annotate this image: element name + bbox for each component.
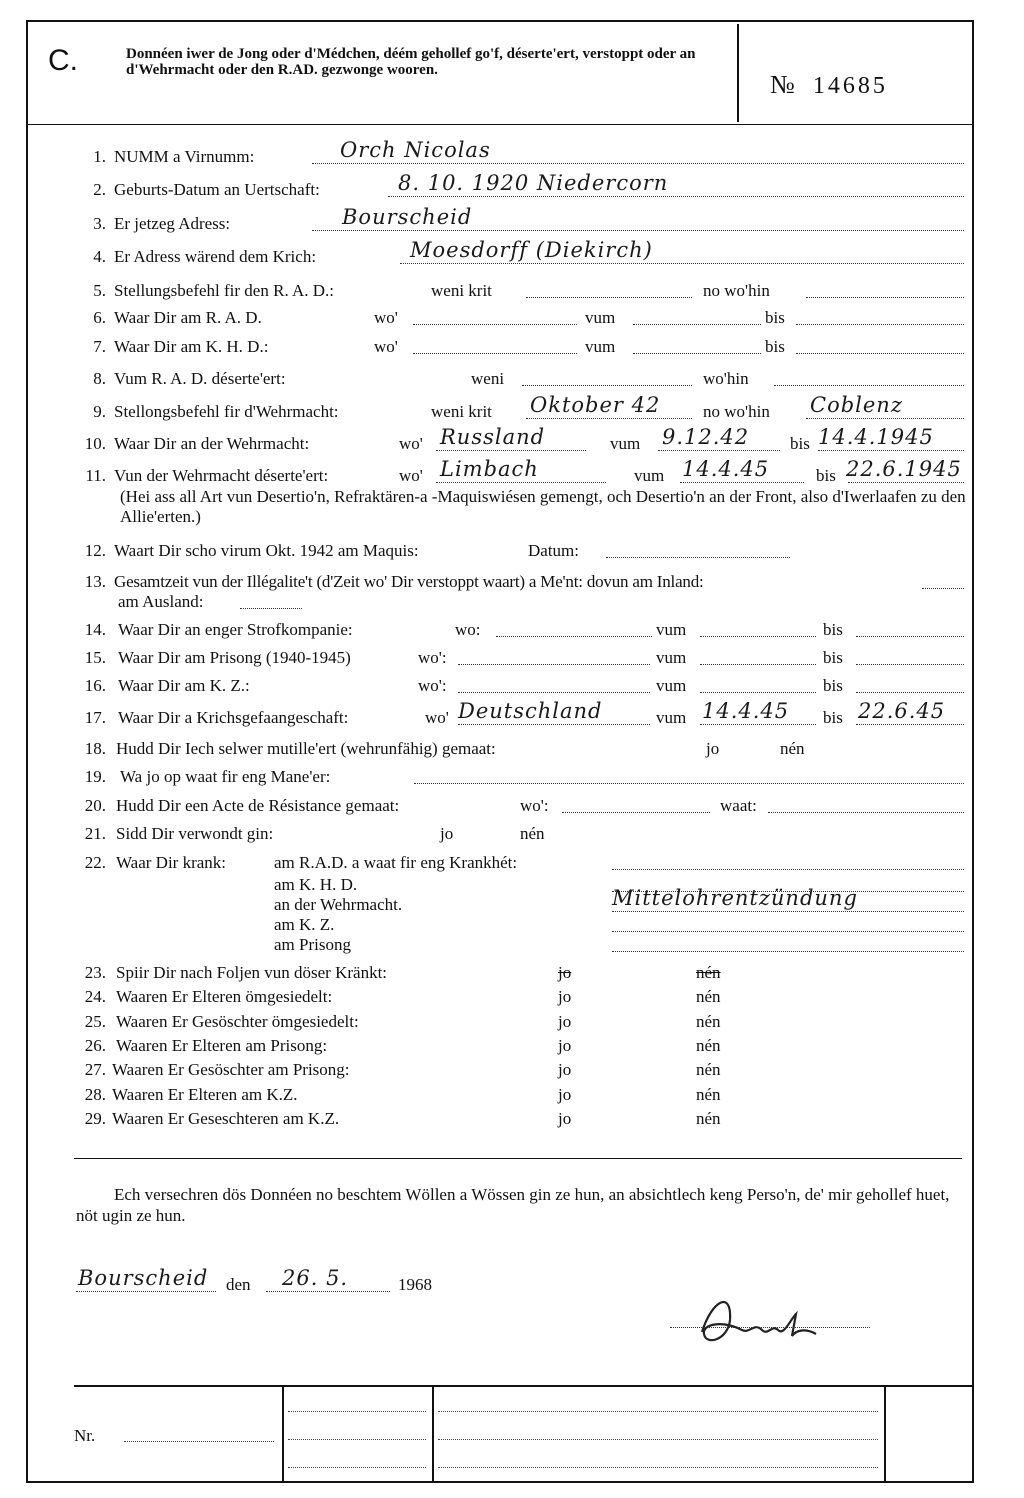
row-number: 4.: [93, 247, 106, 266]
form-row-23: [0, 963, 1024, 987]
row-label: Waar Dir am R. A. D.: [114, 308, 262, 327]
form-number: [770, 70, 888, 100]
jo-option[interactable]: jo: [558, 1085, 572, 1104]
row-label: Waart Dir scho virum Okt. 1942 am Maquis:: [114, 541, 419, 560]
bottom-table-divider-2: [432, 1387, 434, 1483]
form-row-7: [0, 337, 1024, 361]
bis-label: bis: [823, 676, 843, 695]
row-label: Stellongsbefehl fir d'Wehrmacht:: [114, 402, 339, 421]
sub-label-kz: am K. Z.: [274, 915, 335, 934]
declaration-text: Ech versechren dös Donnéen no beschtem Wöllen a Wössen gin ze hun, an absichtlech keng Perso'n, de' mir gehollef huet, nöt ugin ze hun.: [76, 1185, 950, 1225]
row-number: 2.: [93, 180, 106, 199]
form-row-21: [0, 824, 1024, 848]
row-label: Waar Dir am K. H. D.:: [114, 337, 269, 356]
row-number: 12.: [84, 541, 106, 560]
nen-option[interactable]: nén: [696, 987, 721, 1006]
wo-label: wo': [399, 434, 423, 453]
row-number: 6.: [93, 308, 106, 327]
wo-label: wo': [374, 337, 398, 356]
bottom-table-divider-1: [282, 1387, 284, 1483]
form-row-12: [0, 541, 1024, 565]
nen-option[interactable]: nén: [696, 1109, 721, 1128]
form-row-22-prisong: [0, 935, 1024, 959]
bis-label: bis: [765, 308, 785, 327]
form-row-28: [0, 1085, 1024, 1109]
form-row-10: [0, 425, 1024, 458]
form-row-5: [0, 281, 1024, 305]
bis-value: 22.6.45: [858, 699, 946, 723]
header-rule: [26, 124, 974, 125]
waat-line[interactable]: [768, 796, 964, 813]
form-row-4: [0, 238, 1024, 271]
row-label: Vum R. A. D. déserte'ert:: [114, 369, 286, 388]
wo-value: Russland: [440, 425, 546, 449]
date-value: 26. 5.: [282, 1266, 349, 1290]
birth-value: 8. 10. 1920 Niedercorn: [398, 171, 669, 195]
wo-label: wo:: [455, 620, 481, 639]
bis-line[interactable]: [796, 337, 964, 354]
form-row-17: [0, 699, 1024, 732]
row-number: 17.: [84, 708, 106, 727]
row-label: Waar Dir an der Wehrmacht:: [114, 434, 310, 453]
ausland-label: am Ausland:: [118, 592, 204, 611]
row-label: Hudd Dir Iech selwer mutille'ert (wehrunfähig) gemaat:: [116, 739, 496, 758]
jo-option[interactable]: jo: [558, 963, 572, 982]
row-number: 25.: [84, 1012, 106, 1031]
bis-line[interactable]: [856, 620, 964, 637]
header-divider: [737, 24, 739, 122]
cell-line[interactable]: [288, 1410, 426, 1412]
section-rule: [74, 1158, 962, 1159]
bis-line[interactable]: [796, 308, 964, 325]
row-label: Waar Dir an enger Strofkompanie:: [118, 620, 353, 639]
row-label: Vun der Wehrmacht déserte'ert:: [114, 466, 329, 485]
cell-line[interactable]: [438, 1438, 878, 1440]
bis-label: bis: [765, 337, 785, 356]
row-number: 16.: [84, 676, 106, 695]
row-label: Geburts-Datum an Uertschaft:: [114, 180, 320, 199]
wo-line[interactable]: [413, 308, 577, 325]
signature-mark: [692, 1290, 852, 1361]
row-label: Waar Dir a Krichsgefaangeschaft:: [118, 708, 349, 727]
row-number: 19.: [84, 767, 106, 786]
inland-line[interactable]: [922, 572, 964, 589]
wo-line[interactable]: [413, 337, 577, 354]
weni-line[interactable]: [522, 369, 692, 386]
form-number-value: 14685: [812, 73, 888, 99]
section-letter: C.: [48, 44, 78, 77]
year-value: 1968: [398, 1275, 432, 1294]
form-row-26: [0, 1036, 1024, 1060]
form-row-3: [0, 205, 1024, 238]
wo-line[interactable]: [458, 676, 650, 693]
row-number: 10.: [84, 434, 106, 453]
vum-value: 9.12.42: [662, 425, 750, 449]
vum-value: 14.4.45: [682, 457, 770, 481]
row-label: Waar Dir am Prisong (1940-1945): [118, 648, 351, 667]
jo-option[interactable]: jo: [558, 1060, 572, 1079]
nowohin-value: Coblenz: [810, 393, 903, 417]
ausland-line[interactable]: [240, 592, 302, 609]
form-row-8: [0, 369, 1024, 393]
form-row-27: [0, 1060, 1024, 1084]
answer-line[interactable]: [612, 915, 964, 932]
bis-label: bis: [823, 708, 843, 727]
wo-label: wo': [425, 708, 449, 727]
vum-value: 14.4.45: [702, 699, 790, 723]
vum-label: vum: [656, 708, 687, 727]
row-number: 9.: [93, 402, 106, 421]
bis-line[interactable]: [856, 648, 964, 665]
form-row-15: [0, 648, 1024, 672]
row-number: 3.: [93, 214, 106, 233]
form-row-1: [0, 138, 1024, 171]
row-number: 23.: [84, 963, 106, 982]
address-value: Bourscheid: [342, 205, 473, 229]
nowohin-line[interactable]: [806, 281, 964, 298]
nen-option[interactable]: nén: [696, 1085, 721, 1104]
datum-label: Datum:: [528, 541, 579, 560]
datum-line[interactable]: [606, 541, 790, 558]
sub-label-khd: am K. H. D.: [274, 875, 358, 894]
row-number: 15.: [84, 648, 106, 667]
row-label: Stellungsbefehl fir den R. A. D.:: [114, 281, 335, 300]
row-number: 5.: [93, 281, 106, 300]
wo-value: Limbach: [440, 457, 539, 481]
jo-option[interactable]: jo: [558, 987, 572, 1006]
row-label: Sidd Dir verwondt gin:: [116, 824, 274, 843]
jo-option[interactable]: jo: [558, 1036, 572, 1055]
nowohin-label: no wo'hin: [703, 402, 770, 421]
nr-line[interactable]: [124, 1440, 274, 1442]
row-label: Hudd Dir een Acte de Résistance gemaat:: [116, 796, 400, 815]
form-row-9: [0, 393, 1024, 426]
form-header-text: Donnéen iwer de Jong oder d'Médchen, déém gehollef go'f, déserte'ert, verstoppt oder an d'Wehrmacht oder den R.AD. gezwonge wooren.: [126, 46, 696, 78]
row-label: Waaren Er Elteren ömgesiedelt:: [116, 987, 333, 1006]
row-number: 27.: [84, 1060, 106, 1079]
weni-value: Oktober 42: [530, 393, 661, 417]
wo-label: wo':: [418, 648, 447, 667]
row-number: 26.: [84, 1036, 106, 1055]
row11-note: (Hei ass all Art vun Desertio'n, Refraktären-a -Maquiswiésen gemengt, och Desertio'n an der Front, also d'Iwerlaafen zu den Allie'erten.): [120, 487, 966, 526]
row-label: Waar Dir krank:: [116, 853, 227, 872]
bis-label: bis: [790, 434, 810, 453]
bis-value: 14.4.1945: [818, 425, 934, 449]
answer-line[interactable]: [612, 935, 964, 952]
row-number: 11.: [85, 466, 106, 485]
cell-line[interactable]: [288, 1438, 426, 1440]
bis-label: bis: [823, 648, 843, 667]
row-label: Waaren Er Elteren am K.Z.: [112, 1085, 298, 1104]
answer-line[interactable]: [414, 767, 964, 784]
name-value: Orch Nicolas: [340, 138, 491, 162]
number-sign: №: [770, 70, 795, 99]
nen-option[interactable]: nén: [520, 824, 545, 843]
row-number: 13.: [84, 572, 106, 591]
vum-line[interactable]: [700, 648, 816, 665]
nen-option[interactable]: nén: [780, 739, 805, 758]
row-label: Gesamtzeit vun der Illégalite't (d'Zeit wo' Dir verstoppt waart) a Me'nt: dovun am Inland:: [114, 572, 704, 591]
jo-option[interactable]: jo: [558, 1109, 572, 1128]
row-number: 1.: [93, 147, 106, 166]
nen-option[interactable]: nén: [696, 1036, 721, 1055]
form-row-16: [0, 676, 1024, 700]
row-label: Er jetzeg Adress:: [114, 214, 231, 233]
wo-line[interactable]: [496, 620, 652, 637]
nen-option[interactable]: nén: [696, 963, 721, 982]
row-number: 8.: [93, 369, 106, 388]
form-row-24: [0, 987, 1024, 1011]
row-number: 29.: [84, 1109, 106, 1128]
form-row-22: [0, 853, 1024, 877]
vum-label: vum: [610, 434, 641, 453]
wo-value: Deutschland: [458, 699, 603, 723]
form-row-20: [0, 796, 1024, 820]
bis-label: bis: [823, 620, 843, 639]
war-address-value: Moesdorff (Diekirch): [410, 238, 653, 262]
place-value: Bourscheid: [78, 1266, 209, 1290]
weni-label: weni krit: [431, 281, 492, 300]
jo-option[interactable]: jo: [558, 1012, 572, 1031]
waat-label: waat:: [720, 796, 757, 815]
form-row-29: [0, 1109, 1024, 1133]
vum-label: vum: [585, 308, 616, 327]
answer-line[interactable]: [612, 853, 964, 870]
form-row-25: [0, 1012, 1024, 1036]
row-number: 22.: [84, 853, 106, 872]
row-number: 21.: [84, 824, 106, 843]
cell-line[interactable]: [438, 1410, 878, 1412]
row-number: 14.: [84, 620, 106, 639]
vum-line[interactable]: [700, 620, 816, 637]
nen-option[interactable]: nén: [696, 1060, 721, 1079]
bis-label: bis: [816, 466, 836, 485]
row-label: Waaren Er Gesöschter am Prisong:: [112, 1060, 350, 1079]
row-label: Spiir Dir nach Foljen vun döser Kränkt:: [116, 963, 388, 982]
vum-label: vum: [656, 648, 687, 667]
bis-value: 22.6.1945: [846, 457, 962, 481]
form-row-2: [0, 171, 1024, 204]
form-row-13-ausland: [0, 592, 1024, 616]
bottom-table-divider-3: [884, 1387, 886, 1483]
sub-label-prisong: am Prisong: [274, 935, 351, 954]
wohin-line[interactable]: [774, 369, 964, 386]
vum-line[interactable]: [633, 308, 761, 325]
row-label: Waar Dir am K. Z.:: [118, 676, 250, 695]
sub-label-wehrmacht: an der Wehrmacht.: [274, 895, 403, 914]
row-number: 7.: [93, 337, 106, 356]
row-number: 28.: [84, 1085, 106, 1104]
bis-line[interactable]: [856, 676, 964, 693]
wo-label: wo':: [418, 676, 447, 695]
signature-icon: [692, 1290, 852, 1350]
illness-value: Mittelohrentzündung: [612, 886, 858, 910]
jo-option[interactable]: jo: [440, 824, 454, 843]
sub-label-rad: am R.A.D. a waat fir eng Krankhét:: [274, 853, 518, 872]
cell-line[interactable]: [288, 1466, 426, 1468]
vum-label: vum: [656, 620, 687, 639]
vum-line[interactable]: [633, 337, 761, 354]
row-label: Waaren Er Geseschteren am K.Z.: [112, 1109, 340, 1128]
row-label: Waaren Er Gesöschter ömgesiedelt:: [116, 1012, 359, 1031]
vum-label: vum: [585, 337, 616, 356]
nr-label: Nr.: [74, 1426, 96, 1445]
wo-label: wo': [374, 308, 398, 327]
form-row-18: [0, 739, 1024, 763]
vum-label: vum: [634, 466, 665, 485]
den-label: den: [226, 1275, 251, 1294]
form-row-14: [0, 620, 1024, 644]
nen-option[interactable]: nén: [696, 1012, 721, 1031]
vum-line[interactable]: [700, 676, 816, 693]
vum-label: vum: [656, 676, 687, 695]
form-row-19: [0, 767, 1024, 791]
row-label: Wa jo op waat fir eng Mane'er:: [120, 767, 331, 786]
wo-line[interactable]: [562, 796, 710, 813]
row-number: 24.: [84, 987, 106, 1006]
row-number: 20.: [84, 796, 106, 815]
weni-label: weni: [471, 369, 505, 388]
nowohin-label: no wo'hin: [703, 281, 770, 300]
row-label: Er Adress wärend dem Krich:: [114, 247, 317, 266]
wo-label: wo': [399, 466, 423, 485]
bottom-table-top-rule: [74, 1385, 974, 1387]
form-row-6: [0, 308, 1024, 332]
row-number: 18.: [84, 739, 106, 758]
weni-label: weni krit: [431, 402, 492, 421]
jo-option[interactable]: jo: [706, 739, 720, 758]
row-label: NUMM a Virnumm:: [114, 147, 255, 166]
wo-label: wo':: [520, 796, 549, 815]
wo-line[interactable]: [458, 648, 650, 665]
signature-date-line: [0, 1266, 1024, 1299]
cell-line[interactable]: [438, 1466, 878, 1468]
wohin-label: wo'hin: [703, 369, 749, 388]
weni-line[interactable]: [526, 281, 692, 298]
row-label: Waaren Er Elteren am Prisong:: [116, 1036, 328, 1055]
